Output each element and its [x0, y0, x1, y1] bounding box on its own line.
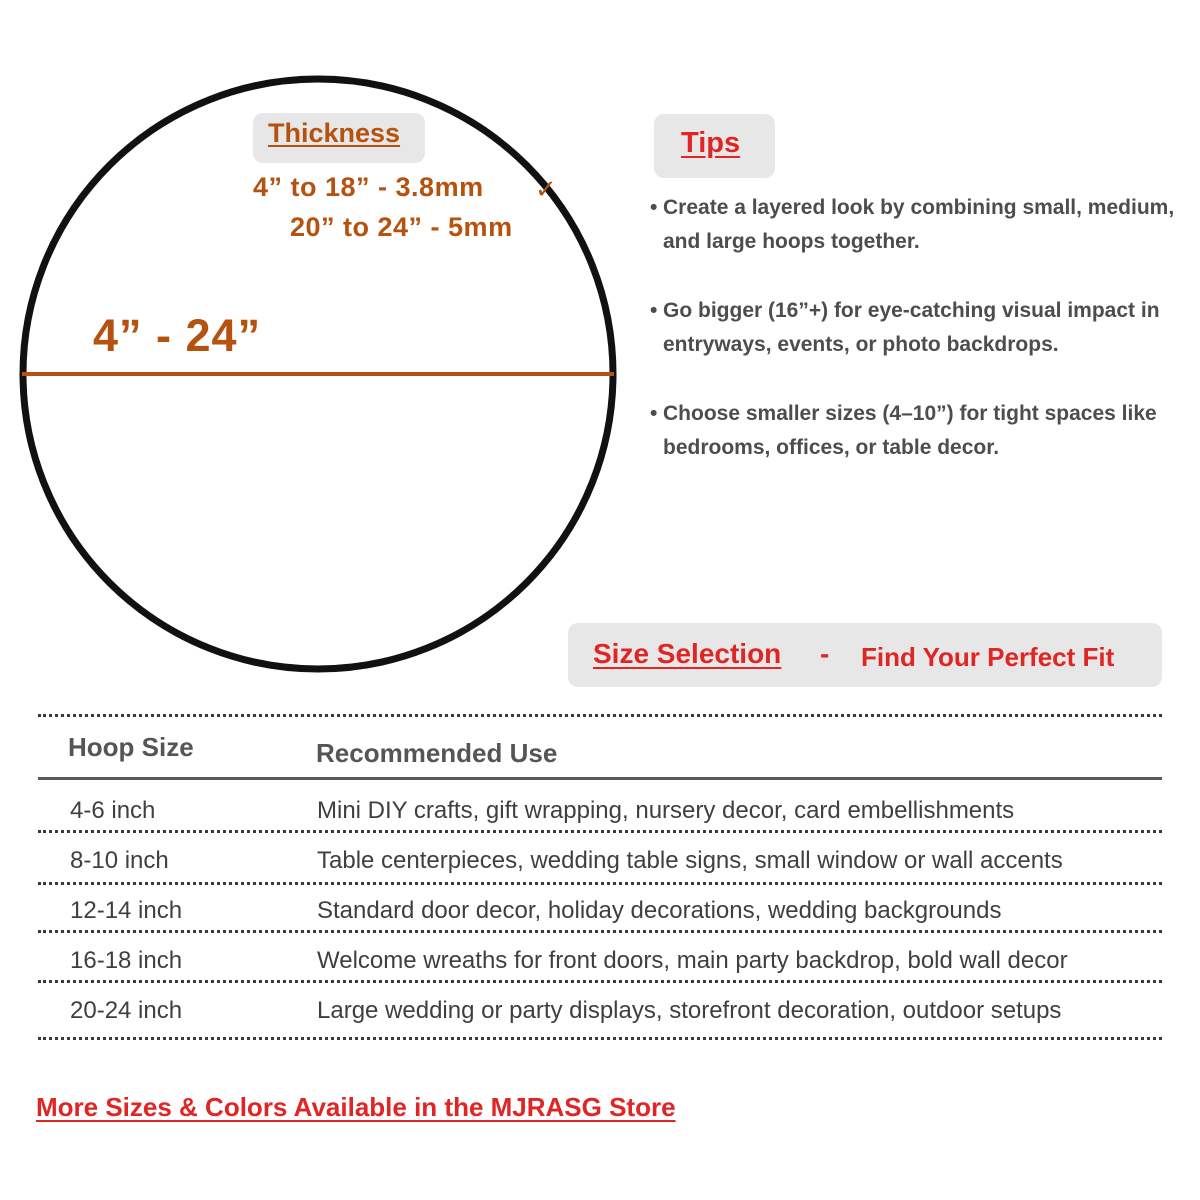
bullet-icon: •	[650, 402, 658, 425]
table-top-divider	[38, 714, 1162, 717]
thickness-large-range: 20” to 24” - 5mm	[290, 212, 513, 242]
hoop-size-cell: 20-24 inch	[70, 997, 183, 1024]
tips-title: Tips	[681, 127, 741, 159]
bullet-icon: •	[650, 196, 658, 219]
tip-item	[650, 294, 1198, 362]
more-sizes-link[interactable]: More Sizes & Colors Available in the MJRASG Store	[36, 1092, 676, 1122]
tip-item	[650, 397, 1198, 465]
hoop-size-cell: 16-18 inch	[70, 947, 183, 974]
tip-text: Create a layered look by combining small, medium, and large hoops together.	[663, 196, 1175, 253]
recommended-use-cell: Table centerpieces, wedding table signs, small window or wall accents	[317, 847, 1063, 874]
table-header-divider	[38, 777, 1162, 780]
row-divider	[38, 830, 1162, 833]
recommended-use-cell: Welcome wreaths for front doors, main party backdrop, bold wall decor	[317, 947, 1068, 974]
table-row	[0, 947, 1200, 983]
bullet-icon: •	[650, 299, 658, 322]
table-row	[0, 897, 1200, 933]
column-header-hoop-size: Hoop Size	[68, 732, 194, 762]
row-divider	[38, 882, 1162, 885]
size-selection-separator: -	[820, 638, 830, 669]
tip-text: Go bigger (16”+) for eye-catching visual impact in entryways, events, or photo backdrops.	[663, 299, 1160, 356]
thickness-title: Thickness	[268, 118, 401, 148]
table-row	[0, 847, 1200, 883]
checkmark-icon: ✓	[535, 174, 557, 204]
row-divider	[38, 980, 1162, 983]
table-row	[0, 797, 1200, 833]
size-selection-subtitle: Find Your Perfect Fit	[861, 642, 1115, 672]
table-bottom-divider	[38, 1037, 1162, 1040]
row-divider	[38, 930, 1162, 933]
recommended-use-cell: Large wedding or party displays, storefront decoration, outdoor setups	[317, 997, 1062, 1024]
diameter-range-label: 4” - 24”	[93, 310, 262, 361]
hoop-size-cell: 12-14 inch	[70, 897, 183, 924]
recommended-use-cell: Standard door decor, holiday decorations, wedding backgrounds	[317, 897, 1002, 924]
hoop-size-cell: 8-10 inch	[70, 847, 169, 874]
size-selection-title: Size Selection	[593, 638, 782, 669]
tip-item	[650, 191, 1198, 259]
table-row	[0, 997, 1200, 1033]
tip-text: Choose smaller sizes (4–10”) for tight spaces like bedrooms, offices, or table decor.	[663, 402, 1157, 459]
recommended-use-cell: Mini DIY crafts, gift wrapping, nursery decor, card embellishments	[317, 797, 1015, 824]
column-header-recommended-use: Recommended Use	[316, 738, 558, 768]
thickness-small-range: 4” to 18” - 3.8mm	[253, 172, 484, 202]
hoop-size-cell: 4-6 inch	[70, 797, 156, 824]
